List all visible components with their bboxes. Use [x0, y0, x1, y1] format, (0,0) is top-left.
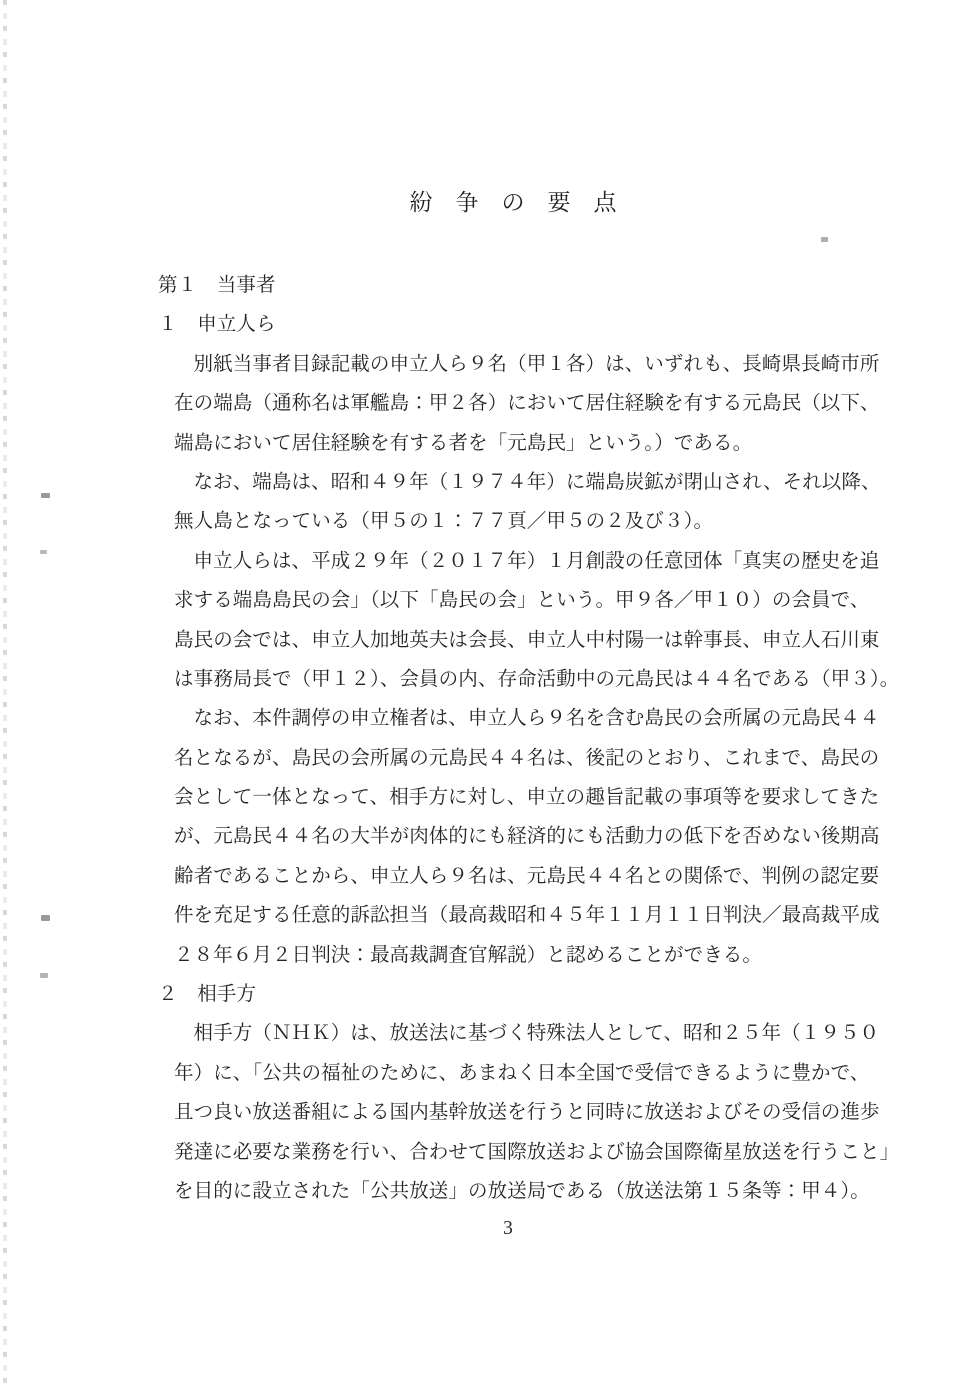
body-line: は事務局長で（甲１２）、会員の内、存命活動中の元島民は４４名である（甲３）。: [174, 668, 900, 690]
body-line: 島民の会では、申立人加地英夫は会長、申立人中村陽一は幹事長、申立人石川東: [174, 629, 880, 651]
scan-smudge: [821, 237, 828, 242]
body-line: なお、端島は、昭和４９年（１９７４年）に端島炭鉱が閉山され、それ以降、: [193, 471, 881, 493]
body-line: 年）に、「公共の福祉のために、あまねく日本全国で受信できるように豊かで、: [174, 1062, 870, 1084]
body-line: ２８年６月２日判決：最高裁調査官解説）と認めることができる。: [174, 944, 763, 966]
body-line: 且つ良い放送番組による国内基幹放送を行うと同時に放送およびその受信の進歩: [174, 1102, 880, 1124]
scan-smudge: [40, 550, 47, 554]
body-line: なお、本件調停の申立権者は、申立人ら９名を含む島民の会所属の元島民４４: [193, 708, 880, 730]
section-heading-1: 第１ 当事者: [158, 275, 276, 296]
body-line: 齢者であることから、申立人ら９名は、元島民４４名との関係で、判例の認定要: [174, 865, 880, 887]
subsection-heading-2: ２ 相手方: [158, 984, 257, 1006]
scan-smudge: [41, 915, 50, 921]
body-line: 相手方（ＮＨＫ）は、放送法に基づく特殊法人として、昭和２５年（１９５０: [193, 1023, 880, 1045]
body-line: 求する端島島民の会」（以下「島民の会」という。甲９各／甲１０）の会員で、: [174, 590, 870, 612]
body-line: 申立人らは、平成２９年（２０１７年）１月創設の任意団体「真実の歴史を追: [193, 550, 880, 572]
scan-smudge: [40, 973, 48, 978]
body-line: 件を充足する任意的訴訟担当（最高裁昭和４５年１１月１１日判決／最高裁平成: [174, 905, 880, 927]
body-line: 別紙当事者目録記載の申立人ら９名（甲１各）は、いずれも、長崎県長崎市所: [193, 353, 880, 375]
scan-smudge: [41, 493, 50, 498]
body-line: 在の端島（通称名は軍艦島：甲２各）において居住経験を有する元島民（以下、: [174, 393, 880, 415]
scan-artifact-left-edge: [3, 0, 7, 1386]
body-line: が、元島民４４名の大半が肉体的にも経済的にも活動力の低下を否めない後期高: [174, 826, 880, 848]
body-line: 名となるが、島民の会所属の元島民４４名は、後記のとおり、これまで、島民の: [174, 747, 880, 769]
document-title: 紛 争 の 要 点: [409, 190, 617, 215]
body-line: 発達に必要な業務を行い、合わせて国際放送および協会国際衛星放送を行うこと」: [174, 1141, 900, 1163]
body-line: 端島において居住経験を有する者を「元島民」という。）である。: [174, 432, 753, 454]
body-line: 無人島となっている（甲５の１：７７頁／甲５の２及び３）。: [174, 511, 714, 533]
body-line: 会として一体となって、相手方に対し、申立の趣旨記載の事項等を要求してきた: [174, 787, 880, 809]
subsection-heading-1: １ 申立人ら: [158, 314, 276, 336]
page-number: 3: [503, 1218, 513, 1239]
body-line: を目的に設立された「公共放送」の放送局である（放送法第１５条等：甲４）。: [174, 1180, 870, 1202]
document-body: [158, 266, 964, 1211]
